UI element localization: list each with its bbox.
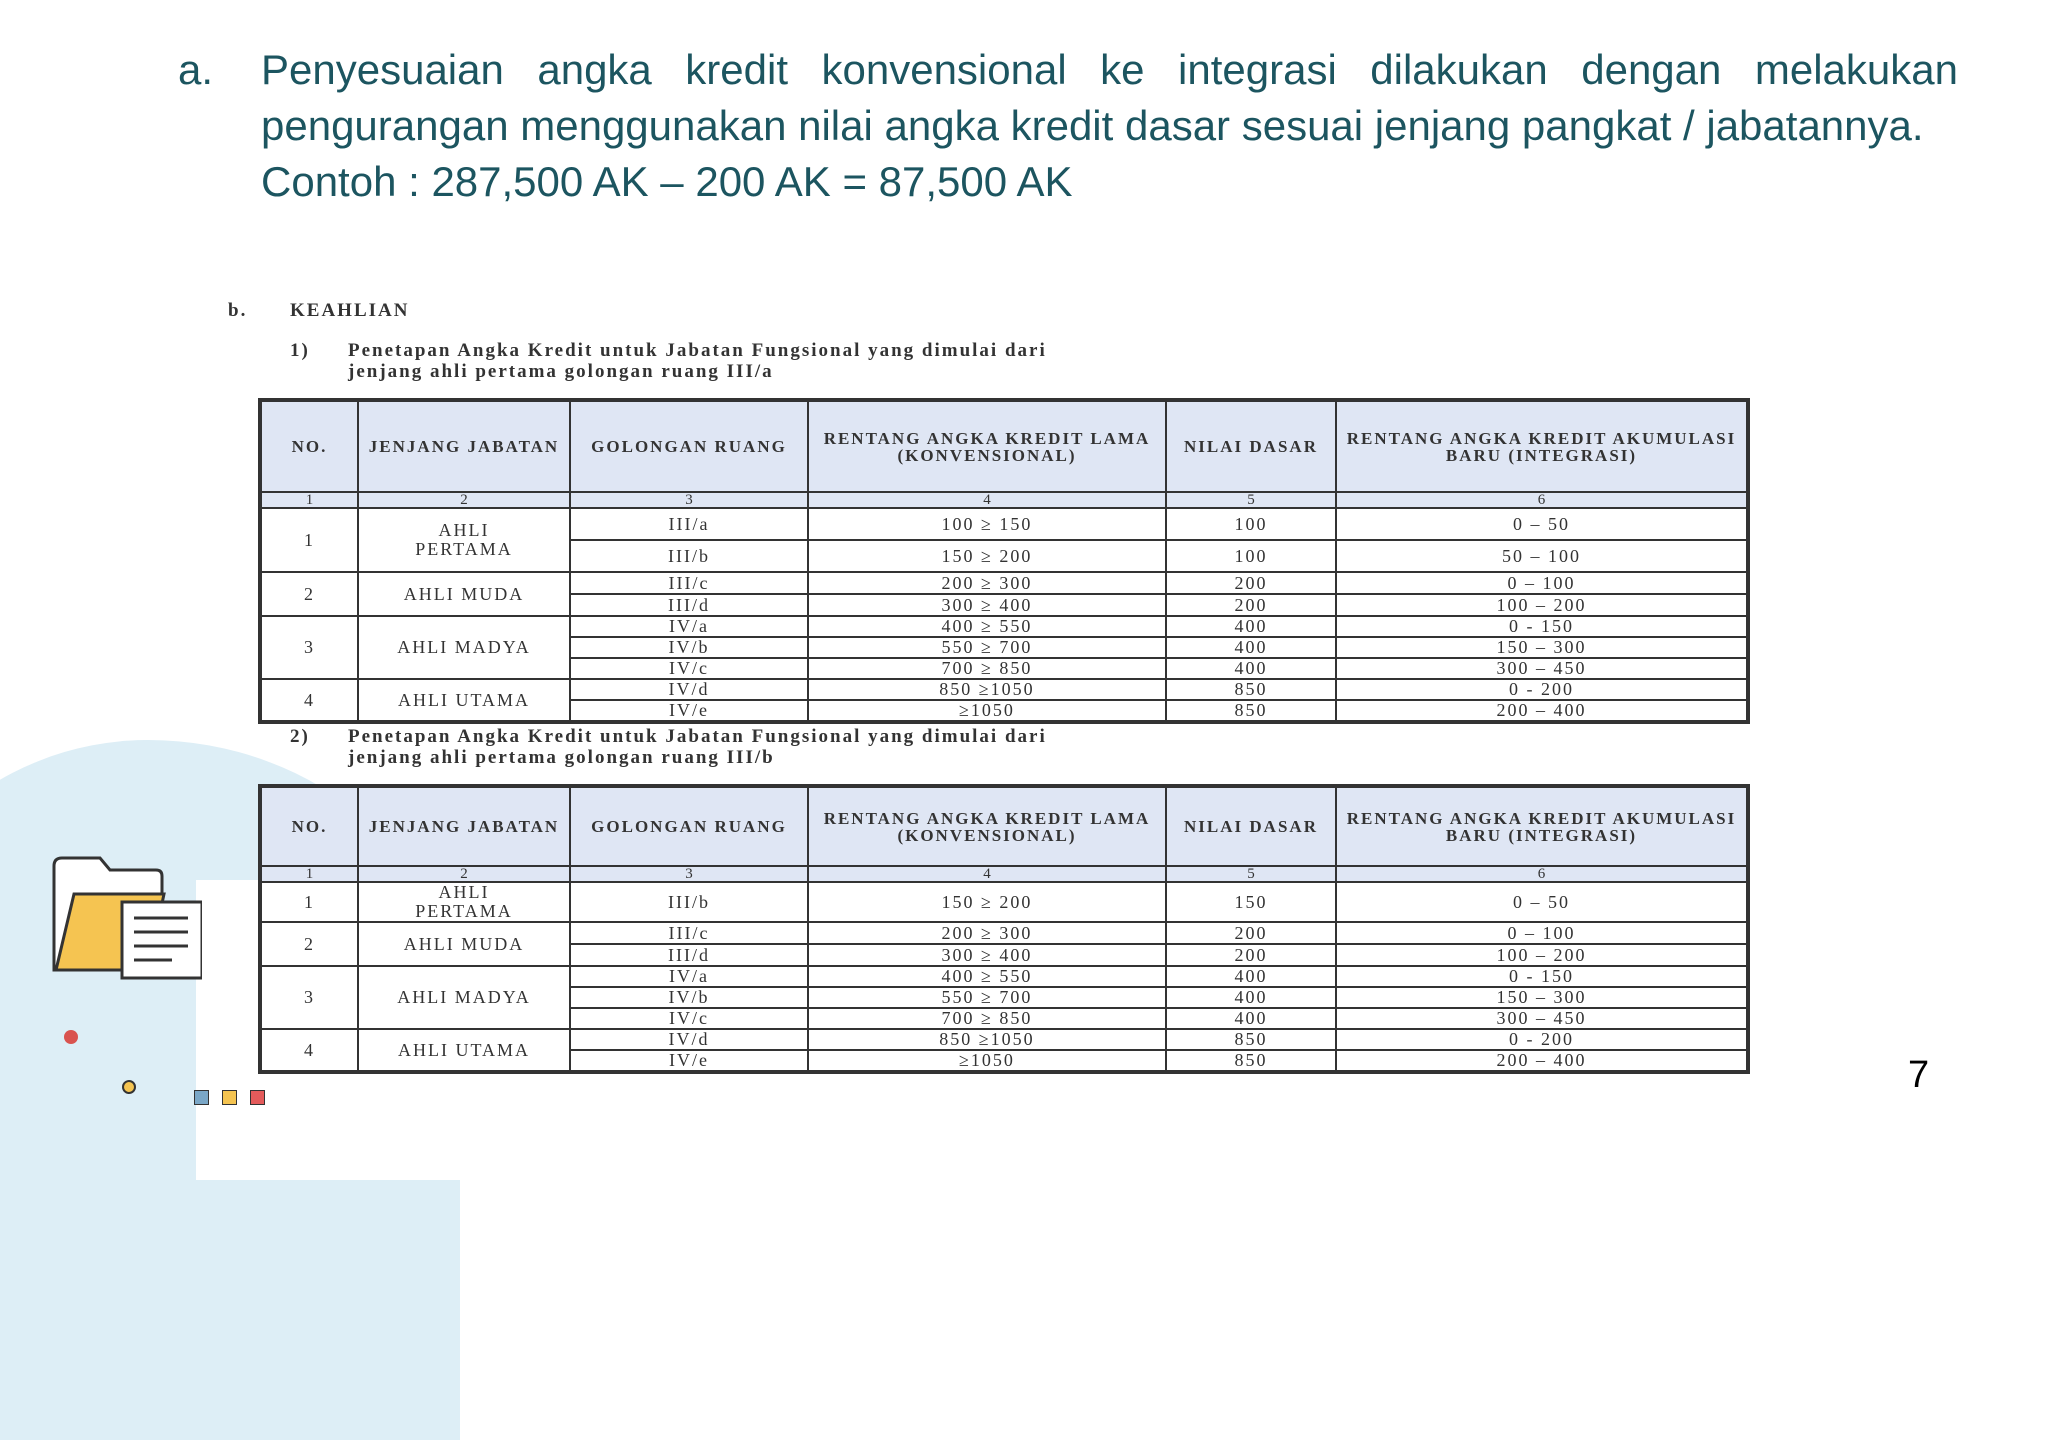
index-cell: 2 bbox=[358, 866, 570, 882]
table-row bbox=[260, 508, 1748, 540]
cell-rentang-lama: 700 ≥ 850 bbox=[808, 658, 1166, 679]
header-jenjang: JENJANG JABATAN bbox=[358, 400, 570, 492]
header-rentang-baru: RENTANG ANGKA KREDIT AKUMULASI BARU (INTEGRASI) bbox=[1336, 786, 1748, 866]
cell-nilai-dasar: 400 bbox=[1166, 1008, 1336, 1029]
index-cell: 6 bbox=[1336, 866, 1748, 882]
cell-no: 4 bbox=[260, 1029, 358, 1072]
cell-jenjang: AHLI UTAMA bbox=[358, 679, 570, 722]
header-rentang-lama: RENTANG ANGKA KREDIT LAMA (KONVENSIONAL) bbox=[808, 400, 1166, 492]
cell-rentang-lama: ≥1050 bbox=[808, 1050, 1166, 1072]
cell-golongan: III/d bbox=[570, 944, 808, 966]
cell-golongan: IV/a bbox=[570, 966, 808, 987]
cell-rentang-lama: 550 ≥ 700 bbox=[808, 987, 1166, 1008]
cell-rentang-baru: 150 – 300 bbox=[1336, 637, 1748, 658]
header-row bbox=[260, 400, 1748, 492]
table-row bbox=[260, 572, 1748, 594]
cell-nilai-dasar: 850 bbox=[1166, 1029, 1336, 1050]
cell-rentang-lama: 300 ≥ 400 bbox=[808, 944, 1166, 966]
cell-golongan: IV/d bbox=[570, 1029, 808, 1050]
cell-golongan: III/c bbox=[570, 922, 808, 944]
header-jenjang: JENJANG JABATAN bbox=[358, 786, 570, 866]
intro-text bbox=[178, 42, 1958, 210]
cell-nilai-dasar: 200 bbox=[1166, 922, 1336, 944]
cell-jenjang: AHLI UTAMA bbox=[358, 1029, 570, 1072]
cell-nilai-dasar: 400 bbox=[1166, 987, 1336, 1008]
cell-rentang-baru: 300 – 450 bbox=[1336, 1008, 1748, 1029]
header-row bbox=[260, 786, 1748, 866]
decor-square-yellow bbox=[222, 1090, 237, 1105]
cell-rentang-baru: 0 – 50 bbox=[1336, 508, 1748, 540]
cell-rentang-baru: 100 – 200 bbox=[1336, 594, 1748, 616]
cell-nilai-dasar: 100 bbox=[1166, 508, 1336, 540]
cell-rentang-lama: 850 ≥1050 bbox=[808, 679, 1166, 700]
table1-heading-line2: jenjang ahli pertama golongan ruang III/a bbox=[348, 361, 774, 382]
cell-no: 1 bbox=[260, 508, 358, 572]
cell-golongan: IV/d bbox=[570, 679, 808, 700]
page-number: 7 bbox=[1908, 1054, 1930, 1096]
table2-heading-line1: Penetapan Angka Kredit untuk Jabatan Fungsional yang dimulai dari bbox=[348, 726, 1047, 747]
table2-heading bbox=[290, 726, 1047, 768]
cell-golongan: IV/b bbox=[570, 637, 808, 658]
cell-no: 2 bbox=[260, 572, 358, 616]
cell-rentang-lama: 150 ≥ 200 bbox=[808, 540, 1166, 572]
cell-nilai-dasar: 200 bbox=[1166, 572, 1336, 594]
table2-number: 2) bbox=[290, 726, 310, 747]
cell-jenjang: AHLI MUDA bbox=[358, 572, 570, 616]
cell-no: 3 bbox=[260, 616, 358, 679]
cell-rentang-baru: 100 – 200 bbox=[1336, 944, 1748, 966]
header-golongan: GOLONGAN RUANG bbox=[570, 786, 808, 866]
example-formula: Contoh : 287,500 AK – 200 AK = 87,500 AK bbox=[261, 158, 1073, 205]
cell-no: 3 bbox=[260, 966, 358, 1029]
cell-rentang-baru: 150 – 300 bbox=[1336, 987, 1748, 1008]
header-no: NO. bbox=[260, 786, 358, 866]
cell-rentang-baru: 200 – 400 bbox=[1336, 700, 1748, 722]
cell-rentang-baru: 200 – 400 bbox=[1336, 1050, 1748, 1072]
cell-nilai-dasar: 100 bbox=[1166, 540, 1336, 572]
cell-rentang-lama: ≥1050 bbox=[808, 700, 1166, 722]
table1-number: 1) bbox=[290, 340, 310, 361]
decor-dot-red bbox=[64, 1030, 78, 1044]
cell-golongan: IV/a bbox=[570, 616, 808, 637]
cell-rentang-baru: 50 – 100 bbox=[1336, 540, 1748, 572]
header-nilai-dasar: NILAI DASAR bbox=[1166, 400, 1336, 492]
cell-golongan: III/c bbox=[570, 572, 808, 594]
cell-rentang-baru: 0 - 150 bbox=[1336, 966, 1748, 987]
cell-rentang-lama: 550 ≥ 700 bbox=[808, 637, 1166, 658]
table2 bbox=[258, 784, 1750, 1074]
decor-square-blue bbox=[194, 1090, 209, 1105]
cell-rentang-lama: 400 ≥ 550 bbox=[808, 966, 1166, 987]
folder-document-icon bbox=[52, 852, 202, 982]
cell-jenjang: AHLI PERTAMA bbox=[358, 508, 570, 572]
cell-nilai-dasar: 200 bbox=[1166, 944, 1336, 966]
cell-rentang-lama: 200 ≥ 300 bbox=[808, 922, 1166, 944]
section-title: KEAHLIAN bbox=[290, 300, 410, 321]
cell-nilai-dasar: 850 bbox=[1166, 679, 1336, 700]
index-cell: 3 bbox=[570, 492, 808, 508]
cell-golongan: III/a bbox=[570, 508, 808, 540]
cell-rentang-baru: 300 – 450 bbox=[1336, 658, 1748, 679]
cell-nilai-dasar: 400 bbox=[1166, 637, 1336, 658]
cell-golongan: III/b bbox=[570, 882, 808, 922]
table1 bbox=[258, 398, 1750, 724]
cell-nilai-dasar: 400 bbox=[1166, 658, 1336, 679]
table-row bbox=[260, 1029, 1748, 1050]
cell-nilai-dasar: 400 bbox=[1166, 966, 1336, 987]
cell-jenjang: AHLI PERTAMA bbox=[358, 882, 570, 922]
cell-nilai-dasar: 200 bbox=[1166, 594, 1336, 616]
cell-jenjang: AHLI MUDA bbox=[358, 922, 570, 966]
decor-square-red bbox=[250, 1090, 265, 1105]
table-row bbox=[260, 966, 1748, 987]
cell-golongan: IV/c bbox=[570, 1008, 808, 1029]
cell-jenjang: AHLI MADYA bbox=[358, 616, 570, 679]
table1-heading bbox=[290, 340, 1047, 382]
header-no: NO. bbox=[260, 400, 358, 492]
cell-nilai-dasar: 150 bbox=[1166, 882, 1336, 922]
cell-rentang-lama: 400 ≥ 550 bbox=[808, 616, 1166, 637]
index-row bbox=[260, 866, 1748, 882]
table1-heading-line1: Penetapan Angka Kredit untuk Jabatan Fungsional yang dimulai dari bbox=[348, 340, 1047, 361]
cell-rentang-lama: 100 ≥ 150 bbox=[808, 508, 1166, 540]
index-cell: 3 bbox=[570, 866, 808, 882]
intro-paragraph: Penyesuaian angka kredit konvensional ke integrasi dilakukan dengan melakukan pengurangan menggunakan nilai angka kredit dasar sesuai jenjang pangkat / jabatannya. bbox=[261, 46, 1958, 149]
table-row bbox=[260, 616, 1748, 637]
list-marker: a. bbox=[178, 46, 214, 93]
cell-rentang-baru: 0 - 150 bbox=[1336, 616, 1748, 637]
table-row bbox=[260, 882, 1748, 922]
index-cell: 6 bbox=[1336, 492, 1748, 508]
section-heading bbox=[228, 300, 409, 322]
cell-rentang-lama: 200 ≥ 300 bbox=[808, 572, 1166, 594]
cell-rentang-lama: 150 ≥ 200 bbox=[808, 882, 1166, 922]
cell-rentang-lama: 850 ≥1050 bbox=[808, 1029, 1166, 1050]
cell-rentang-baru: 0 - 200 bbox=[1336, 679, 1748, 700]
section-letter: b. bbox=[228, 300, 248, 321]
header-rentang-baru: RENTANG ANGKA KREDIT AKUMULASI BARU (INTEGRASI) bbox=[1336, 400, 1748, 492]
index-cell: 4 bbox=[808, 492, 1166, 508]
cell-rentang-baru: 0 – 100 bbox=[1336, 572, 1748, 594]
cell-jenjang: AHLI MADYA bbox=[358, 966, 570, 1029]
cell-rentang-baru: 0 – 100 bbox=[1336, 922, 1748, 944]
header-golongan: GOLONGAN RUANG bbox=[570, 400, 808, 492]
decor-dot-yellow bbox=[122, 1080, 136, 1094]
cell-golongan: III/b bbox=[570, 540, 808, 572]
cell-no: 2 bbox=[260, 922, 358, 966]
cell-golongan: III/d bbox=[570, 594, 808, 616]
cell-nilai-dasar: 850 bbox=[1166, 700, 1336, 722]
cell-nilai-dasar: 850 bbox=[1166, 1050, 1336, 1072]
header-nilai-dasar: NILAI DASAR bbox=[1166, 786, 1336, 866]
index-row bbox=[260, 492, 1748, 508]
cell-no: 1 bbox=[260, 882, 358, 922]
table2-heading-line2: jenjang ahli pertama golongan ruang III/b bbox=[348, 747, 775, 768]
index-cell: 1 bbox=[260, 866, 358, 882]
header-rentang-lama: RENTANG ANGKA KREDIT LAMA (KONVENSIONAL) bbox=[808, 786, 1166, 866]
cell-golongan: IV/c bbox=[570, 658, 808, 679]
cell-rentang-baru: 0 – 50 bbox=[1336, 882, 1748, 922]
index-cell: 1 bbox=[260, 492, 358, 508]
index-cell: 2 bbox=[358, 492, 570, 508]
index-cell: 5 bbox=[1166, 866, 1336, 882]
table-row bbox=[260, 922, 1748, 944]
cell-golongan: IV/e bbox=[570, 700, 808, 722]
cell-golongan: IV/b bbox=[570, 987, 808, 1008]
cell-rentang-lama: 700 ≥ 850 bbox=[808, 1008, 1166, 1029]
table-row bbox=[260, 679, 1748, 700]
index-cell: 5 bbox=[1166, 492, 1336, 508]
cell-rentang-lama: 300 ≥ 400 bbox=[808, 594, 1166, 616]
cell-golongan: IV/e bbox=[570, 1050, 808, 1072]
cell-no: 4 bbox=[260, 679, 358, 722]
cell-rentang-baru: 0 - 200 bbox=[1336, 1029, 1748, 1050]
index-cell: 4 bbox=[808, 866, 1166, 882]
cell-nilai-dasar: 400 bbox=[1166, 616, 1336, 637]
